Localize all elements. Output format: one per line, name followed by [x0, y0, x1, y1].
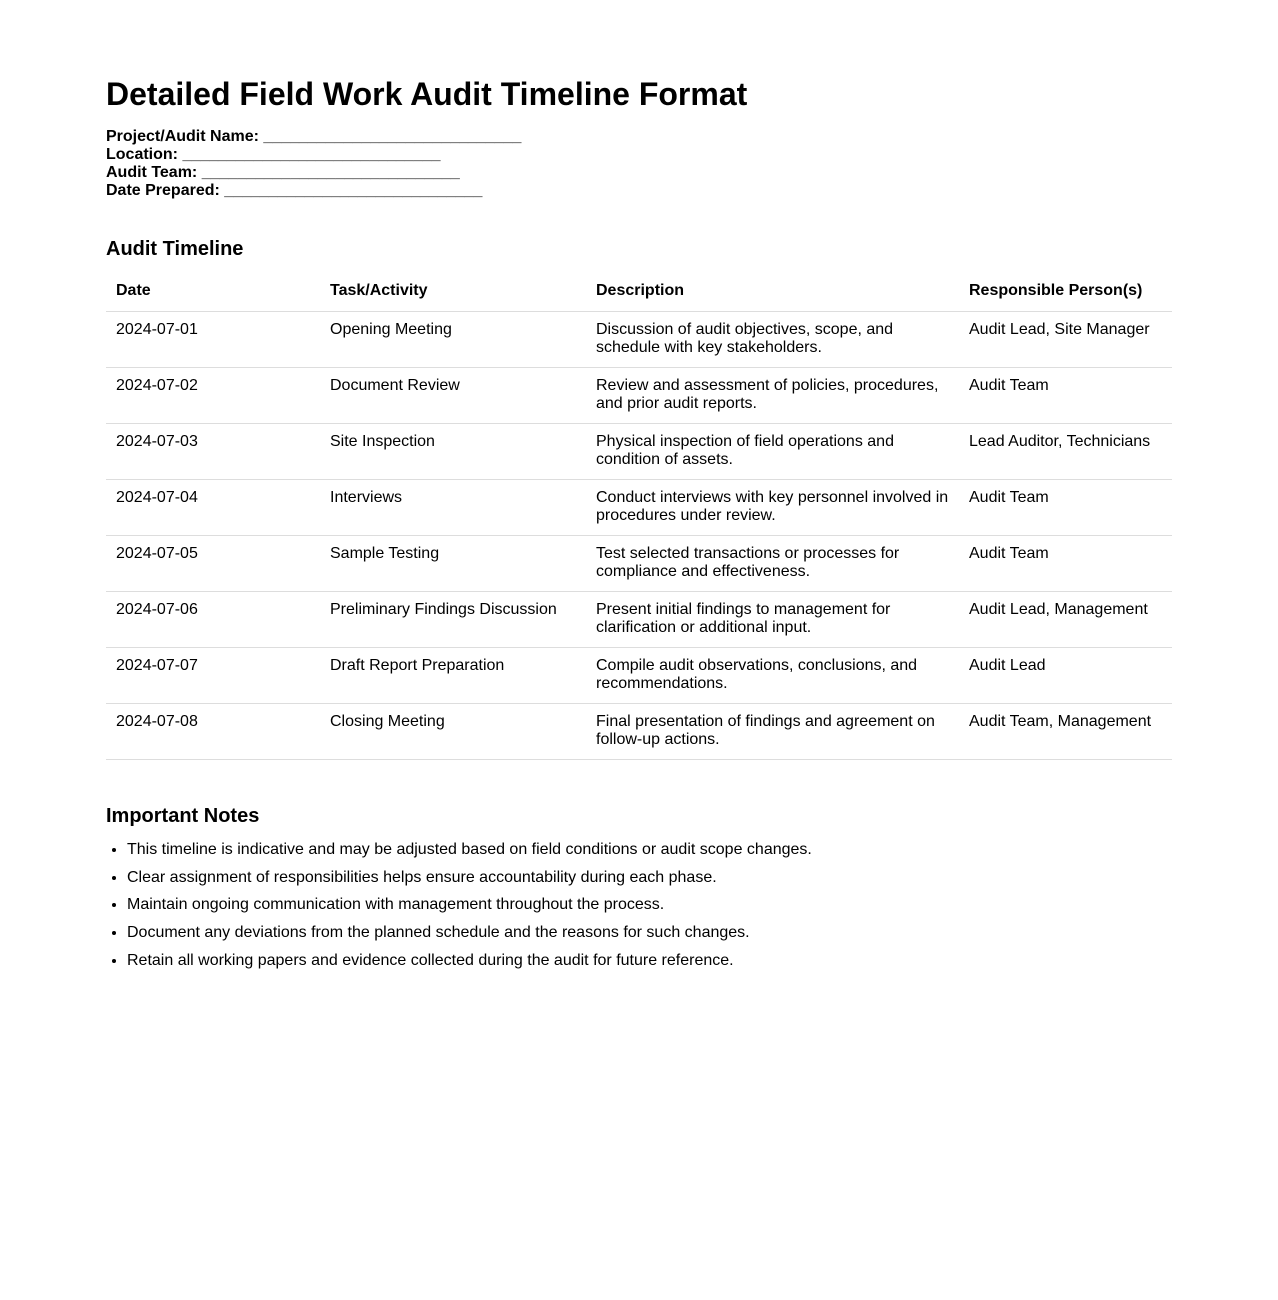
cell-responsible: Audit Team, Management — [959, 704, 1172, 760]
column-header-responsible: Responsible Person(s) — [959, 272, 1172, 312]
cell-task: Draft Report Preparation — [320, 648, 586, 704]
table-row — [106, 536, 1172, 592]
notes-list — [106, 840, 812, 978]
table-row — [106, 648, 1172, 704]
document-meta-fields — [106, 128, 521, 200]
meta-blank: _____________________________ — [263, 128, 522, 145]
table-row — [106, 368, 1172, 424]
cell-description: Present initial findings to management for clarification or additional input. — [586, 592, 959, 648]
cell-task: Sample Testing — [320, 536, 586, 592]
cell-task: Closing Meeting — [320, 704, 586, 760]
cell-task: Interviews — [320, 480, 586, 536]
meta-label: Audit Team: — [106, 164, 198, 181]
meta-blank: _____________________________ — [224, 182, 483, 199]
meta-blank: _____________________________ — [182, 146, 441, 163]
table-row — [106, 424, 1172, 480]
note-item: • This timeline is indicative and may be adjusted based on field conditions or audit scope changes. — [127, 840, 812, 860]
cell-date: 2024-07-05 — [106, 536, 320, 592]
cell-responsible: Audit Lead, Site Manager — [959, 312, 1172, 368]
meta-audit-team — [106, 164, 521, 182]
meta-date-prepared — [106, 182, 521, 200]
meta-location — [106, 146, 521, 164]
cell-date: 2024-07-03 — [106, 424, 320, 480]
meta-blank: _____________________________ — [201, 164, 460, 181]
cell-responsible: Audit Team — [959, 368, 1172, 424]
note-item: • Document any deviations from the planned schedule and the reasons for such changes. — [127, 923, 812, 943]
cell-date: 2024-07-02 — [106, 368, 320, 424]
cell-responsible: Audit Lead — [959, 648, 1172, 704]
cell-date: 2024-07-07 — [106, 648, 320, 704]
cell-description: Physical inspection of field operations and condition of assets. — [586, 424, 959, 480]
cell-responsible: Audit Team — [959, 480, 1172, 536]
cell-task: Site Inspection — [320, 424, 586, 480]
table-row — [106, 592, 1172, 648]
cell-description: Final presentation of findings and agreement on follow-up actions. — [586, 704, 959, 760]
cell-description: Conduct interviews with key personnel involved in procedures under review. — [586, 480, 959, 536]
cell-task: Preliminary Findings Discussion — [320, 592, 586, 648]
cell-description: Review and assessment of policies, procedures, and prior audit reports. — [586, 368, 959, 424]
meta-label: Date Prepared: — [106, 182, 220, 199]
cell-task: Document Review — [320, 368, 586, 424]
table-row — [106, 480, 1172, 536]
timeline-heading: Audit Timeline — [106, 238, 244, 260]
note-item: • Maintain ongoing communication with management throughout the process. — [127, 895, 812, 915]
note-item: • Retain all working papers and evidence collected during the audit for future reference. — [127, 951, 812, 971]
cell-description: Test selected transactions or processes for compliance and effectiveness. — [586, 536, 959, 592]
cell-responsible: Audit Lead, Management — [959, 592, 1172, 648]
column-header-date: Date — [106, 272, 320, 312]
cell-date: 2024-07-08 — [106, 704, 320, 760]
audit-timeline-table — [106, 272, 1172, 760]
table-row — [106, 704, 1172, 760]
column-header-description: Description — [586, 272, 959, 312]
cell-description: Compile audit observations, conclusions, and recommendations. — [586, 648, 959, 704]
meta-label: Location: — [106, 146, 178, 163]
meta-project-name — [106, 128, 521, 146]
cell-responsible: Audit Team — [959, 536, 1172, 592]
table-row — [106, 312, 1172, 368]
cell-date: 2024-07-01 — [106, 312, 320, 368]
column-header-task: Task/Activity — [320, 272, 586, 312]
cell-date: 2024-07-04 — [106, 480, 320, 536]
cell-date: 2024-07-06 — [106, 592, 320, 648]
cell-responsible: Lead Auditor, Technicians — [959, 424, 1172, 480]
cell-task: Opening Meeting — [320, 312, 586, 368]
document-title: Detailed Field Work Audit Timeline Format — [106, 76, 748, 112]
cell-description: Discussion of audit objectives, scope, and schedule with key stakeholders. — [586, 312, 959, 368]
meta-label: Project/Audit Name: — [106, 128, 259, 145]
notes-heading: Important Notes — [106, 805, 260, 827]
note-item: • Clear assignment of responsibilities helps ensure accountability during each phase. — [127, 868, 812, 888]
table-header-row — [106, 272, 1172, 312]
